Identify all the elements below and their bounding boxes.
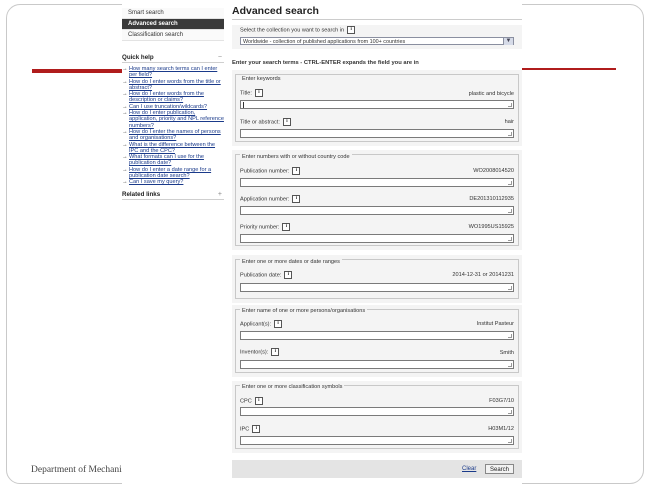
field-example: 2014-12-31 or 20141231 — [452, 272, 514, 278]
applicant-input[interactable] — [240, 331, 514, 340]
field-label: Applicant(s): i — [240, 320, 282, 328]
accent-bar-left — [32, 69, 122, 73]
priority-number-input[interactable] — [240, 234, 514, 243]
publication-number-input[interactable] — [240, 178, 514, 187]
help-link[interactable]: → How do I enter a date range for a publication date search? — [122, 167, 224, 180]
info-icon[interactable]: i — [255, 89, 263, 97]
action-bar — [232, 460, 522, 478]
help-link[interactable]: → How do I enter publication, application, priority and NPL reference numbers? — [122, 110, 224, 129]
classification-group — [232, 381, 522, 453]
info-icon[interactable]: i — [347, 26, 355, 34]
info-icon[interactable]: i — [284, 271, 292, 279]
field-label: Title: i — [240, 89, 263, 97]
related-links-title: Related links — [122, 190, 161, 198]
help-link[interactable]: → How many search terms can I enter per field? — [122, 66, 224, 79]
field-example: hair — [504, 119, 514, 125]
help-link[interactable]: → How do I enter the names of persons and organisations? — [122, 129, 224, 142]
title-divider — [232, 19, 522, 20]
keywords-group — [232, 70, 522, 146]
page-title: Advanced search — [232, 5, 319, 17]
info-icon[interactable]: i — [252, 425, 260, 433]
field-label: Inventor(s): i — [240, 348, 279, 356]
expand-icon[interactable]: + — [217, 190, 222, 198]
enter-terms-label: Enter your search terms - CTRL-ENTER expands the field you are in — [232, 60, 419, 66]
numbers-group — [232, 150, 522, 250]
field-example: plastic and bicycle — [468, 91, 514, 97]
collection-label: Select the collection you want to search in i — [240, 26, 355, 34]
field-label: Priority number: i — [240, 223, 290, 231]
field-label: Publication date: i — [240, 271, 292, 279]
field-label: IPC i — [240, 425, 260, 433]
title-or-abstract-input[interactable] — [240, 129, 514, 138]
info-icon[interactable]: i — [292, 167, 300, 175]
group-legend: Enter one or more classification symbols — [242, 384, 343, 390]
quick-help-title: Quick help — [122, 54, 154, 61]
field-example: H03M1/12 — [488, 426, 514, 432]
info-icon[interactable]: i — [271, 348, 279, 356]
sidebar — [122, 8, 224, 200]
collapse-icon[interactable]: − — [217, 54, 222, 61]
field-example: WO1995US15925 — [468, 224, 514, 230]
chevron-down-icon[interactable]: ▼ — [503, 38, 513, 45]
espacenet-screenshot — [122, 0, 522, 486]
help-link[interactable]: → What formats can I use for the publication date? — [122, 154, 224, 167]
help-link[interactable]: → Can I save my query? — [122, 179, 224, 185]
group-legend: Enter numbers with or without country code — [242, 154, 350, 160]
title-input[interactable] — [240, 100, 514, 109]
field-label: Title or abstract: i — [240, 118, 291, 126]
field-label: CPC i — [240, 397, 263, 405]
field-label: Application number: i — [240, 195, 300, 203]
field-example: DE201310112935 — [469, 196, 514, 202]
ipc-input[interactable] — [240, 436, 514, 445]
group-legend: Enter name of one or more persons/organisations — [242, 308, 366, 314]
help-link[interactable]: → How do I enter words from the description or claims? — [122, 91, 224, 104]
info-icon[interactable]: i — [255, 397, 263, 405]
text-caret — [243, 102, 244, 108]
collection-select[interactable]: Worldwide - collection of published applications from 100+ countries ▼ — [240, 37, 514, 45]
help-link[interactable]: → How do I enter words from the title or abstract? — [122, 79, 224, 92]
group-legend: Enter one or more dates or date ranges — [242, 259, 340, 265]
field-example: Smith — [499, 350, 514, 356]
dates-group — [232, 255, 522, 303]
field-label: Publication number: i — [240, 167, 300, 175]
tab-smart-search[interactable]: Smart search — [122, 8, 224, 19]
inventor-input[interactable] — [240, 360, 514, 369]
info-icon[interactable]: i — [292, 195, 300, 203]
quick-help-list — [122, 66, 224, 186]
info-icon[interactable]: i — [282, 223, 290, 231]
application-number-input[interactable] — [240, 206, 514, 215]
publication-date-input[interactable] — [240, 283, 514, 292]
field-example: WO2008014520 — [473, 168, 514, 174]
clear-link[interactable]: Clear — [462, 466, 477, 472]
related-links-header[interactable] — [122, 190, 224, 200]
field-example: F03G7/10 — [489, 398, 514, 404]
persons-group — [232, 305, 522, 377]
quick-help-header[interactable] — [122, 53, 224, 63]
footer-department: Department of Mechani — [31, 465, 122, 475]
accent-bar-right — [522, 68, 616, 70]
group-legend: Enter keywords — [242, 76, 281, 82]
field-example: Institut Pasteur — [476, 321, 514, 327]
tab-classification-search[interactable]: Classification search — [122, 30, 224, 41]
info-icon[interactable]: i — [283, 118, 291, 126]
search-button[interactable]: Search — [485, 464, 514, 474]
help-link[interactable]: → Can I use truncation/wildcards? — [122, 104, 224, 110]
info-icon[interactable]: i — [274, 320, 282, 328]
cpc-input[interactable] — [240, 407, 514, 416]
help-link[interactable]: → What is the difference between the IPC and the CPC? — [122, 142, 224, 155]
tab-advanced-search[interactable]: Advanced search — [122, 19, 224, 30]
